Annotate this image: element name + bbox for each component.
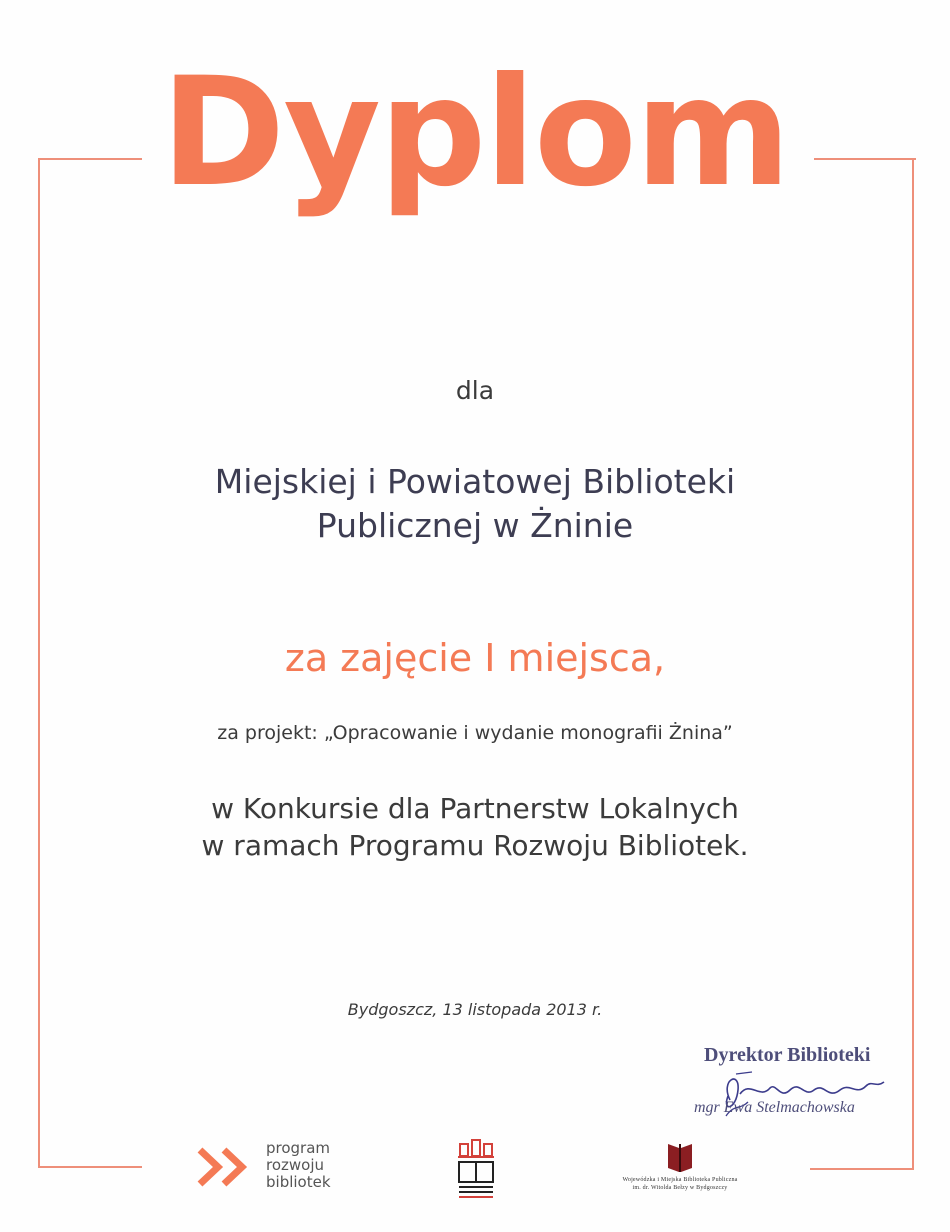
place-date: Bydgoszcz, 13 listopada 2013 r.: [347, 1000, 603, 1019]
double-chevron-icon: [196, 1146, 256, 1188]
program-logo-line-1: program: [266, 1139, 331, 1157]
recipient: [0, 460, 950, 548]
diploma-title: Dyplom: [160, 46, 790, 220]
frame-bottom-right: [810, 1168, 914, 1170]
stamp-title: Dyrektor Biblioteki: [704, 1044, 871, 1066]
program-logo-line-2: rozwoju: [266, 1156, 325, 1174]
wimbp-logo-text: [600, 1176, 760, 1192]
wimbp-bydgoszcz-logo: [600, 1140, 760, 1200]
contest-text: [0, 790, 950, 864]
wimbp-line-1: Wojewódzka i Miejska Biblioteka Publiczna: [622, 1177, 738, 1183]
project-text: za projekt: „Opracowanie i wydanie monografii Żnina”: [217, 722, 733, 744]
program-logo-text: [266, 1140, 331, 1191]
contest-line-1: w Konkursie dla Partnerstw Lokalnych: [211, 792, 739, 825]
stamp-name: mgr Ewa Stelmachowska: [694, 1099, 855, 1116]
wimbp-line-2: im. dr. Witolda Bełzy w Bydgoszczy: [632, 1185, 728, 1191]
recipient-line-1: Miejskiej i Powiatowej Biblioteki: [214, 462, 736, 501]
recipient-line-2: Publicznej w Żninie: [316, 506, 634, 545]
signature-stamp: [690, 1040, 900, 1140]
program-logo-line-3: bibliotek: [266, 1173, 331, 1191]
frame-bottom-left: [38, 1166, 142, 1168]
program-rozwoju-bibliotek-logo: [196, 1138, 366, 1198]
for-label: dla: [455, 376, 495, 405]
book-icon: [666, 1140, 694, 1174]
contest-line-2: w ramach Programu Rozwoju Bibliotek.: [201, 829, 749, 862]
award-text: za zajęcie I miejsca,: [284, 636, 666, 680]
ksiaznica-kopernikanska-logo: [456, 1138, 496, 1202]
